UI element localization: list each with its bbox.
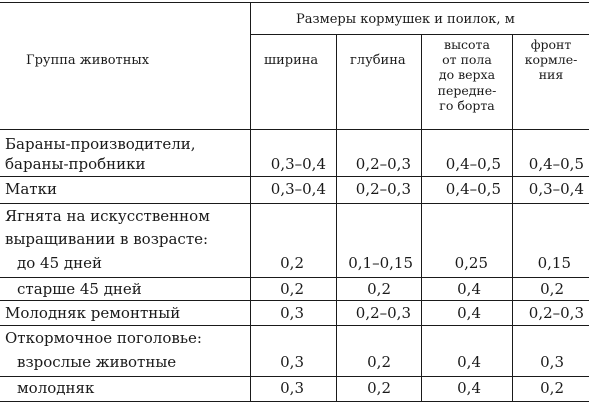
row-label: взрослые животные [17,353,177,371]
cell-depth: 0,2 [367,353,391,371]
row-group-label: выращивании в возрасте: [5,230,209,248]
cell-height: 0,4 [457,280,481,298]
cell-front: 0,2 [540,379,564,397]
cell-width: 0,2 [280,280,304,298]
row-group-label: Откормочное поголовье: [5,329,202,347]
row-group-label: Ягнята на искусственном [5,207,210,225]
rule-row-1 [0,176,589,177]
cell-height: 0,4–0,5 [445,180,501,198]
rule-row-6 [0,325,589,326]
header-col-depth: глубина [350,53,406,68]
cell-width: 0,3–0,4 [270,180,326,198]
header-col-height [422,37,512,113]
rule-col-1 [250,2,251,401]
cell-height: 0,25 [454,254,488,272]
cell-width: 0,2 [280,254,304,272]
cell-front: 0,2–0,3 [528,304,584,322]
row-label: молодняк [17,379,95,397]
rule-row-4 [0,277,589,278]
rule-row-2 [0,203,589,204]
row-label: бараны-пробники [5,155,146,173]
cell-height: 0,4–0,5 [445,155,501,173]
cell-front: 0,2 [540,280,564,298]
cell-height: 0,4 [457,379,481,397]
header-col-front-line: кормле- [524,52,578,68]
row-label: Молодняк ремонтный [5,304,181,322]
rule-col-4 [512,34,513,401]
cell-width: 0,3 [280,304,304,322]
cell-depth: 0,2–0,3 [355,180,411,198]
header-sizes-label: Размеры кормушек и поилок, м [296,12,515,27]
header-col-width: ширина [264,53,319,68]
header-col-height-line: от пола [442,52,492,68]
header-col-front-line: ния [538,67,564,83]
cell-width: 0,3–0,4 [270,155,326,173]
row-label: до 45 дней [17,254,102,272]
header-col-height-line: до верха [438,67,496,83]
cell-height: 0,4 [457,353,481,371]
header-col-front-line: фронт [530,37,572,52]
cell-front: 0,3–0,4 [528,180,584,198]
rule-row-5 [0,300,589,301]
cell-depth: 0,2 [367,379,391,397]
rule-col-2 [336,34,337,401]
row-label: старше 45 дней [17,280,142,298]
cell-width: 0,3 [280,379,304,397]
cell-height: 0,4 [457,304,481,322]
cell-depth: 0,2–0,3 [355,304,411,322]
header-group-label: Группа животных [26,53,150,68]
header-col-height-line: го борта [439,97,495,113]
header-col-height-line: передне- [437,82,497,98]
rule-header-bottom [0,129,589,130]
cell-front: 0,4–0,5 [528,155,584,173]
rule-top [0,2,589,3]
header-col-height-line: высота [444,37,490,52]
rule-bottom [0,401,589,402]
row-label: Матки [5,180,57,198]
header-col-front [513,37,589,83]
rule-sizes-bottom [250,34,589,35]
cell-front: 0,15 [537,254,571,272]
cell-width: 0,3 [280,353,304,371]
cell-front: 0,3 [540,353,564,371]
cell-depth: 0,1–0,15 [348,254,413,272]
cell-depth: 0,2–0,3 [355,155,411,173]
rule-row-8 [0,376,589,377]
row-label: Бараны-производители, [5,135,196,153]
cell-depth: 0,2 [367,280,391,298]
